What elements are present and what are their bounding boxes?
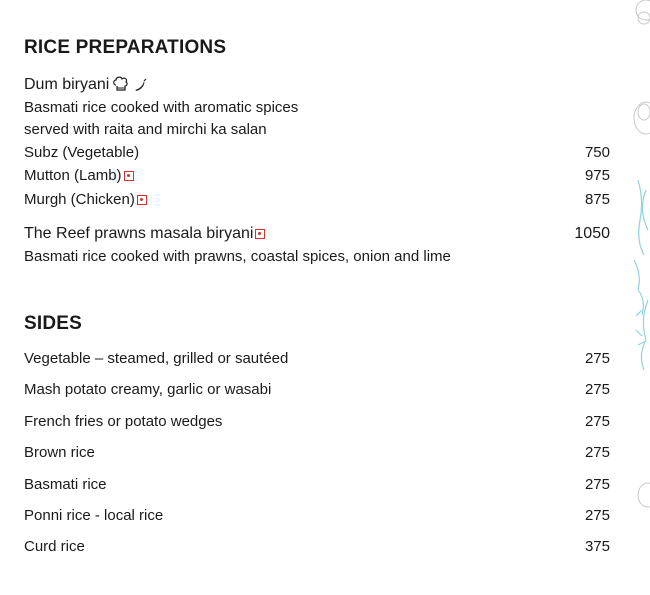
item-price: 375 (584, 538, 610, 555)
item-price: 275 (584, 476, 610, 493)
item-price: 275 (584, 444, 610, 461)
chef-hat-icon (112, 76, 130, 92)
item-description: Basmati rice cooked with aromatic spices (24, 99, 299, 116)
item-price: 275 (584, 350, 610, 367)
variant-name: Subz (Vegetable) (24, 144, 140, 161)
section-title-rice: RICE PREPARATIONS (24, 37, 227, 58)
item-price: 275 (584, 413, 610, 430)
list-item: Brown rice (24, 444, 95, 461)
item-price: 275 (584, 507, 610, 524)
variant-price: 750 (584, 144, 610, 161)
non-veg-marker-icon (124, 171, 134, 181)
variant-murgh (24, 191, 147, 209)
item-price: 275 (584, 381, 610, 398)
list-item: Curd rice (24, 538, 85, 555)
item-description: Basmati rice cooked with prawns, coastal spices, onion and lime (24, 248, 451, 265)
decorative-border-art (608, 0, 650, 595)
variant-price: 975 (584, 167, 610, 184)
variant-name: Mutton (Lamb) (24, 167, 122, 184)
section-title-sides: SIDES (24, 313, 83, 334)
non-veg-marker-icon (255, 229, 265, 239)
item-price: 1050 (574, 225, 610, 242)
list-item: Basmati rice (24, 476, 107, 493)
list-item: Vegetable – steamed, grilled or sautéed (24, 350, 289, 367)
chili-icon (133, 78, 147, 92)
variant-name: Murgh (Chicken) (24, 191, 135, 208)
list-item: Ponni rice - local rice (24, 507, 164, 524)
item-name: Dum biryani (24, 76, 110, 93)
variant-mutton (24, 167, 134, 185)
non-veg-marker-icon (137, 195, 147, 205)
variant-price: 875 (584, 191, 610, 208)
list-item: French fries or potato wedges (24, 413, 223, 430)
item-name: The Reef prawns masala biryani (24, 225, 254, 242)
variant-subz (24, 144, 139, 162)
item-description: served with raita and mirchi ka salan (24, 121, 267, 138)
list-item: Mash potato creamy, garlic or wasabi (24, 381, 272, 398)
menu-item-dum-biryani (24, 76, 147, 94)
menu-item-reef-biryani (24, 225, 265, 243)
